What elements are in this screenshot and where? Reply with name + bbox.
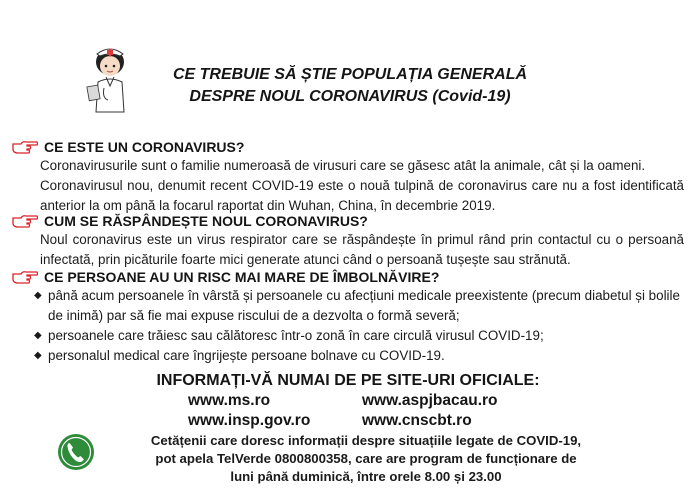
page-title	[140, 64, 560, 108]
question-text: CE ESTE UN CORONAVIRUS?	[44, 139, 245, 155]
section-question	[12, 212, 692, 230]
title-line-2: DESPRE NOUL CORONAVIRUS (Covid-19)	[189, 88, 511, 105]
title-line-1: CE TREBUIE SĂ ȘTIE POPULAȚIA GENERALĂ	[172, 66, 528, 83]
pointing-hand-icon	[12, 214, 38, 228]
question-text: CUM SE RĂSPÂNDEȘTE NOUL CORONAVIRUS?	[44, 213, 368, 229]
site-link[interactable]: www.ms.ro	[188, 392, 271, 409]
section-what-is	[12, 138, 692, 216]
pointing-hand-icon	[12, 270, 38, 284]
contact-line: Cetățenii care doresc informații despre situațiile legate de COVID-19,	[150, 433, 582, 448]
section-risk-groups	[12, 268, 692, 366]
contact-line: luni până duminică, între orele 8.00 și 23.00	[230, 469, 502, 484]
section-question	[12, 268, 692, 286]
site-link[interactable]: www.aspjbacau.ro	[362, 392, 498, 409]
diamond-bullet-icon: ◆	[34, 330, 42, 341]
list-item-text: până acum persoanele în vârstă și persoanele cu afecțiuni medicale preexistente (precum diabetul și bolile de inimă) par să fie mai expuse riscului de a dezvolta o formă severă;	[48, 288, 680, 323]
phone-icon	[56, 432, 96, 472]
site-link[interactable]: www.insp.gov.ro	[188, 412, 311, 429]
pointing-hand-icon	[12, 140, 38, 154]
sites-right-column	[362, 391, 498, 431]
paragraph: Coronavirusurile sunt o familie numeroasă de virusuri care se găsesc atât la animale, cât și la oameni.	[40, 158, 646, 173]
official-sites-heading: INFORMAȚI-VĂ NUMAI DE PE SITE-URI OFICIALE:	[156, 372, 540, 389]
question-text: CE PERSOANE AU UN RISC MAI MARE DE ÎMBOLNĂVIRE?	[44, 269, 440, 285]
list-item	[12, 346, 692, 366]
list-item	[12, 286, 692, 326]
contact-info	[96, 432, 636, 486]
list-item	[12, 326, 692, 346]
diamond-bullet-icon: ◆	[34, 350, 42, 361]
sites-left-column	[188, 391, 310, 431]
paragraph: Coronavirusul nou, denumit recent COVID-19 este o nouă tulpină de coronavirus care nu a fost identificată anterior la om până la focarul raportat din Wuhan, China, în decembrie 2019.	[40, 178, 684, 213]
paragraph: Noul coronavirus este un virus respirator care se răspândește în primul rând prin contactul cu o persoană infectată, prin picăturile foarte mici generate atunci când o persoană tușește sau strănută.	[40, 232, 684, 267]
section-question	[12, 138, 692, 156]
doctor-illustration	[80, 46, 140, 114]
section-how-spreads	[12, 212, 692, 270]
contact-line: pot apela TelVerde 0800800358, care are program de funcționare de	[155, 451, 577, 466]
diamond-bullet-icon: ◆	[34, 290, 42, 301]
site-link[interactable]: www.cnscbt.ro	[362, 412, 472, 429]
list-item-text: personalul medical care îngrijește persoane bolnave cu COVID-19.	[48, 348, 445, 363]
list-item-text: persoanele care trăiesc sau călătoresc într-o zonă în care circulă virusul COVID-19;	[48, 328, 544, 343]
